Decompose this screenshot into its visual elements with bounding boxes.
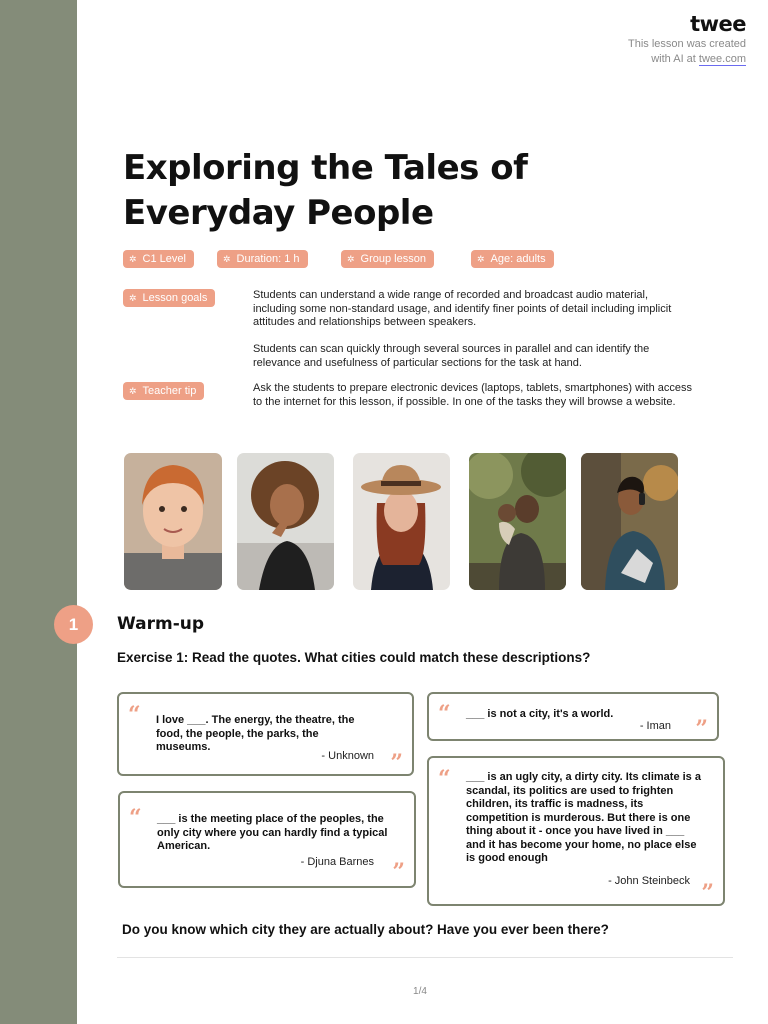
quote-card-3 <box>427 692 719 741</box>
twee-link[interactable]: twee.com <box>698 53 746 65</box>
photo-man-on-phone <box>581 453 678 590</box>
brand-note-line1: This lesson was created <box>628 38 746 50</box>
quote-author: - Djuna Barnes <box>300 856 374 868</box>
lesson-title: Exploring the Tales of Everyday People <box>123 148 528 233</box>
section-number-badge: 1 <box>54 605 93 644</box>
exercise-title: Exercise 1: Read the quotes. What cities could match these descriptions? <box>117 650 591 665</box>
quote-text: ___ is an ugly city, a dirty city. Its climate is a scandal, its politics are used to frighten children, its traffic is madness, its competition is murderous. But there is one thing about it - once you have lived in ___ and it has become your home, no place else is good enough <box>466 771 701 864</box>
tag-label: C1 Level <box>142 253 186 265</box>
section-title: Warm-up <box>117 614 205 634</box>
quote-open-icon: “ <box>129 805 142 831</box>
quote-open-icon: “ <box>438 701 451 727</box>
tag-label: Teacher tip <box>142 385 197 397</box>
tag-label: Lesson goals <box>142 292 208 304</box>
quote-card-2 <box>118 791 416 888</box>
quote-card-1 <box>117 692 414 776</box>
tag-level <box>123 250 194 268</box>
quote-author: - Unknown <box>321 750 374 762</box>
photo-man-with-child <box>469 453 566 590</box>
twee-logo: twee <box>690 12 746 36</box>
quote-close-icon: ” <box>392 859 405 885</box>
tag-label: Group lesson <box>360 253 426 265</box>
goals-paragraph-2: Students can scan quickly through several sources in parallel and can identify the relevance and usefulness of particular sections for the task at hand. <box>253 343 650 369</box>
quote-close-icon: ” <box>695 716 708 742</box>
quote-author: - John Steinbeck <box>608 875 690 887</box>
photo-child <box>124 453 222 590</box>
teacher-tip-text: Ask the students to prepare electronic devices (laptops, tablets, smartphones) with access to the internet for this lesson, if possible. In one of the tasks they will browse a website. <box>253 382 692 408</box>
quote-open-icon: “ <box>128 702 141 728</box>
tag-age <box>471 250 554 268</box>
footer-divider <box>117 957 733 958</box>
sparkle-icon: ✲ <box>347 254 355 264</box>
quote-card-4 <box>427 756 725 906</box>
quote-text: ___ is not a city, it's a world. <box>466 708 614 720</box>
sparkle-icon: ✲ <box>129 293 137 303</box>
tag-group <box>341 250 434 268</box>
tag-duration <box>217 250 308 268</box>
photo-curly-hair-woman <box>237 453 334 590</box>
quote-text: I love ___. The energy, the theatre, the food, the people, the parks, the museums. <box>156 714 355 753</box>
sparkle-icon: ✲ <box>477 254 485 264</box>
quote-close-icon: ” <box>701 880 714 906</box>
sparkle-icon: ✲ <box>129 254 137 264</box>
sidebar-stripe <box>0 0 77 1024</box>
goals-paragraph-1: Students can understand a wide range of recorded and broadcast audio material, including some non-standard usage, and identify finer points of detail including implicit attitudes and relationships between speakers. <box>253 289 672 328</box>
discussion-question: Do you know which city they are actually about? Have you ever been there? <box>122 922 609 937</box>
quote-author: - Iman <box>639 720 671 732</box>
photo-woman-in-hat <box>353 453 450 590</box>
quote-text: ___ is the meeting place of the peoples, the only city where you can hardly find a typical American. <box>157 813 388 852</box>
tag-lesson-goals <box>123 289 215 307</box>
tag-label: Age: adults <box>490 253 546 265</box>
tag-label: Duration: 1 h <box>236 253 300 265</box>
sparkle-icon: ✲ <box>223 254 231 264</box>
tag-teacher-tip <box>123 382 204 400</box>
brand-block <box>628 12 746 66</box>
sparkle-icon: ✲ <box>129 386 137 396</box>
page-number: 1/4 <box>413 986 427 997</box>
quote-close-icon: ” <box>390 750 403 776</box>
brand-note-line2 <box>628 53 746 66</box>
brand-note-prefix: with AI at <box>651 53 699 65</box>
quote-open-icon: “ <box>438 766 451 792</box>
